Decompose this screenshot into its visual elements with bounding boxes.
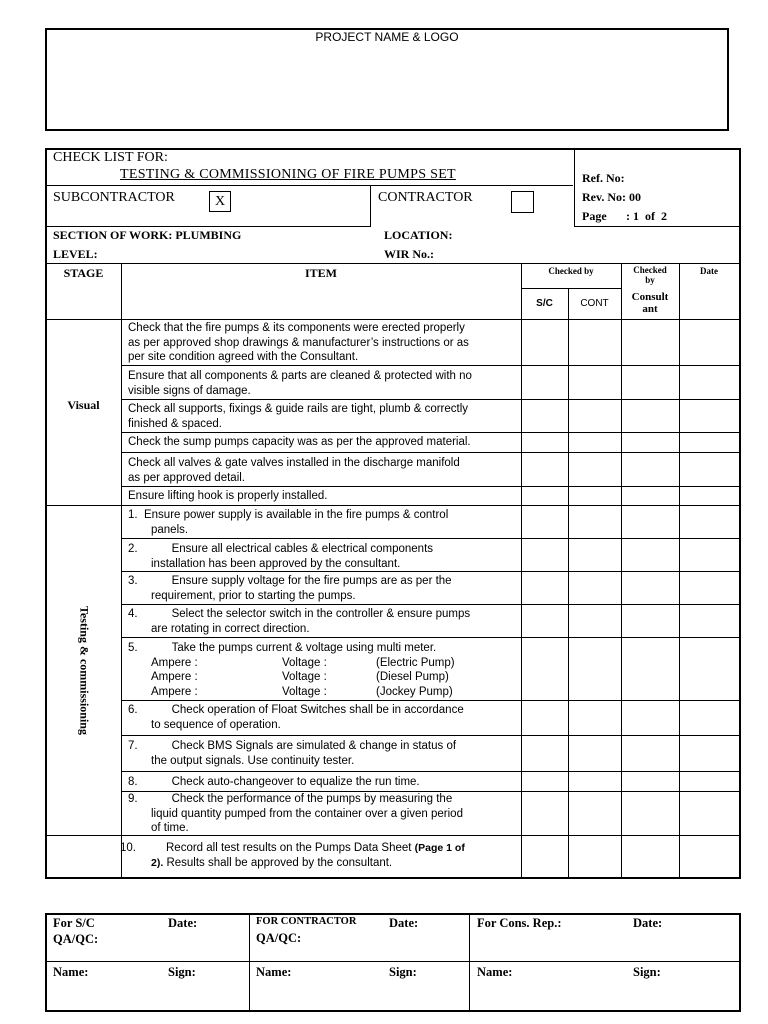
signoff-cons-sign: Sign: <box>633 965 661 979</box>
list-item <box>128 703 520 732</box>
signoff-sc-name: Name: <box>53 965 89 979</box>
ref-no: Ref. No: <box>582 171 625 185</box>
signoff-contractor-label: FOR CONTRACTOR <box>256 916 357 927</box>
item-line-bold: 2). <box>151 856 164 869</box>
section-of-work: SECTION OF WORK: PLUMBING <box>53 228 242 242</box>
voltage-label: Voltage : <box>282 656 327 669</box>
divider <box>46 319 740 320</box>
divider <box>469 914 470 1011</box>
item-line: Check the sump pumps capacity was as per the approved material. <box>128 436 471 448</box>
item-line: installation has been approved by the consultant. <box>151 557 401 570</box>
list-item <box>128 739 520 768</box>
pump-name: (Diesel Pump) <box>376 671 449 683</box>
row-line <box>46 505 740 506</box>
divider <box>46 185 573 186</box>
item-number: 6. <box>128 704 138 716</box>
list-item <box>128 369 520 398</box>
divider <box>46 961 740 962</box>
ampere-label: Ampere : <box>151 671 198 683</box>
signoff-contractor-qaqc: QA/QC: <box>256 931 302 945</box>
reading-row <box>128 670 520 685</box>
item-line: the output signals. Use continuity tester. <box>151 754 355 767</box>
contractor-checkbox[interactable] <box>511 191 534 213</box>
item-line: liquid quantity pumped from the container over a given period <box>151 807 463 820</box>
col-checked-by-consultant-a: Checked <box>633 265 667 275</box>
checklist-title: TESTING & COMMISSIONING OF FIRE PUMPS SET <box>120 167 456 182</box>
signoff-cons-date: Date: <box>633 916 663 930</box>
row-line <box>121 771 740 772</box>
divider <box>574 149 575 226</box>
item-line: Ensure that all components & parts are cleaned & protected with no <box>128 370 472 382</box>
list-item <box>128 775 520 790</box>
divider <box>46 226 370 227</box>
subcontractor-label: SUBCONTRACTOR <box>53 190 175 205</box>
col-consultant-a: Consult <box>631 291 669 303</box>
item-line: finished & spaced. <box>128 417 222 430</box>
row-line <box>121 486 740 487</box>
reading-row <box>128 656 520 671</box>
location: LOCATION: <box>384 228 453 242</box>
row-line <box>121 452 740 453</box>
item-number: 5. <box>128 642 138 654</box>
list-item <box>128 489 520 504</box>
page-label: Page <box>582 209 607 223</box>
list-item <box>128 641 520 699</box>
list-item <box>128 542 520 571</box>
item-line: Ensure lifting hook is properly installed. <box>128 490 328 502</box>
pump-name: (Electric Pump) <box>376 656 455 669</box>
ampere-label: Ampere : <box>151 656 198 669</box>
row-line <box>121 432 740 433</box>
item-line: as per approved shop drawings & manufacturer’s instructions or as <box>128 336 469 349</box>
col-checked-by: Checked by <box>548 266 594 276</box>
row-line <box>121 700 740 701</box>
item-line-bold: (Page 1 of <box>414 842 465 854</box>
item-number: 3. <box>128 575 138 587</box>
page-value: : 1 of 2 <box>626 209 667 223</box>
item-line: Record all test results on the Pumps Data Sheet <box>166 842 415 854</box>
signoff-contractor-name: Name: <box>256 965 292 979</box>
item-line: Ensure power supply is available in the fire pumps & control <box>143 509 449 521</box>
row-line <box>121 365 740 366</box>
item-line: per site condition agreed with the Consultant. <box>128 351 359 363</box>
item-line: to sequence of operation. <box>151 718 281 731</box>
voltage-label: Voltage : <box>282 671 327 683</box>
list-item <box>128 792 520 836</box>
item-line: Ensure supply voltage for the fire pumps are as per the <box>171 575 452 587</box>
wir-no: WIR No.: <box>384 247 434 261</box>
signoff-cons-name: Name: <box>477 965 513 979</box>
item-line: Check the performance of the pumps by measuring the <box>171 793 453 805</box>
item-line: Results shall be approved by the consultant. <box>163 856 393 869</box>
divider <box>249 914 250 1011</box>
list-item <box>128 574 520 603</box>
signoff-sc-label: For S/C <box>53 916 95 930</box>
signoff-contractor-date: Date: <box>389 916 419 930</box>
item-number: 8. <box>128 776 138 788</box>
row-line <box>121 604 740 605</box>
item-line: requirement, prior to starting the pumps. <box>151 589 356 602</box>
item-line: visible signs of damage. <box>128 384 251 397</box>
list-item <box>128 435 520 450</box>
col-date: Date <box>700 266 718 276</box>
signoff-contractor-sign: Sign: <box>389 965 417 979</box>
row-line <box>121 399 740 400</box>
list-item <box>120 841 512 870</box>
signoff-cons-label: For Cons. Rep.: <box>477 916 562 930</box>
item-number: 2. <box>128 543 138 555</box>
col-sc: S/C <box>536 298 553 309</box>
rev-no: Rev. No: 00 <box>582 190 641 204</box>
row-line <box>121 637 740 638</box>
divider <box>521 288 621 289</box>
item-number: 1. <box>128 509 138 521</box>
project-title: PROJECT NAME & LOGO <box>315 30 459 44</box>
divider <box>574 226 740 227</box>
divider <box>568 288 569 878</box>
item-number: 4. <box>128 608 138 620</box>
stage-visual: Visual <box>67 398 100 412</box>
item-line: Check all valves & gate valves installed in the discharge manifold <box>128 457 460 469</box>
item-line: Take the pumps current & voltage using multi meter. <box>171 642 437 654</box>
col-checked-by-consultant-b: by <box>645 275 655 285</box>
row-line <box>121 538 740 539</box>
item-line: Select the selector switch in the controller & ensure pumps <box>171 608 471 620</box>
item-line: Check BMS Signals are simulated & change in status of <box>171 740 457 752</box>
item-line: Check operation of Float Switches shall be in accordance <box>171 704 464 716</box>
pump-name: (Jockey Pump) <box>376 685 453 698</box>
item-number: 9. <box>128 793 138 805</box>
level: LEVEL: <box>53 247 98 261</box>
col-item: ITEM <box>304 266 337 280</box>
item-number: 10. <box>120 842 136 854</box>
item-line: Check that the fire pumps & its components were erected properly <box>128 322 465 334</box>
item-number: 7. <box>128 740 138 752</box>
list-item <box>128 321 520 365</box>
divider <box>46 263 740 264</box>
signoff-sc-qaqc: QA/QC: <box>53 932 99 946</box>
stage-testing: Testing & commissioning <box>77 606 92 735</box>
col-stage: STAGE <box>63 266 104 280</box>
item-line: Check auto-changeover to equalize the run time. <box>171 776 420 788</box>
row-line <box>121 571 740 572</box>
checklist-label: CHECK LIST FOR: <box>53 150 168 165</box>
list-item <box>128 508 520 537</box>
item-line: panels. <box>151 523 189 536</box>
ampere-label: Ampere : <box>151 685 198 698</box>
item-line: are rotating in correct direction. <box>151 622 310 635</box>
list-item <box>128 456 520 485</box>
divider <box>370 186 371 227</box>
item-line: Ensure all electrical cables & electrical components <box>171 543 434 555</box>
col-cont: CONT <box>580 298 609 309</box>
signoff-sc-sign: Sign: <box>168 965 196 979</box>
item-line: Check all supports, fixings & guide rails are tight, plumb & correctly <box>128 403 469 415</box>
contractor-label: CONTRACTOR <box>378 190 473 205</box>
row-line <box>121 735 740 736</box>
subcontractor-checkbox[interactable]: X <box>209 191 231 212</box>
item-line: of time. <box>151 822 189 834</box>
list-item <box>128 402 520 431</box>
signoff-sc-date: Date: <box>168 916 198 930</box>
item-line: as per approved detail. <box>128 471 245 484</box>
col-consultant-b: ant <box>642 303 658 315</box>
reading-row <box>128 685 520 700</box>
list-item <box>128 607 520 636</box>
voltage-label: Voltage : <box>282 685 327 698</box>
